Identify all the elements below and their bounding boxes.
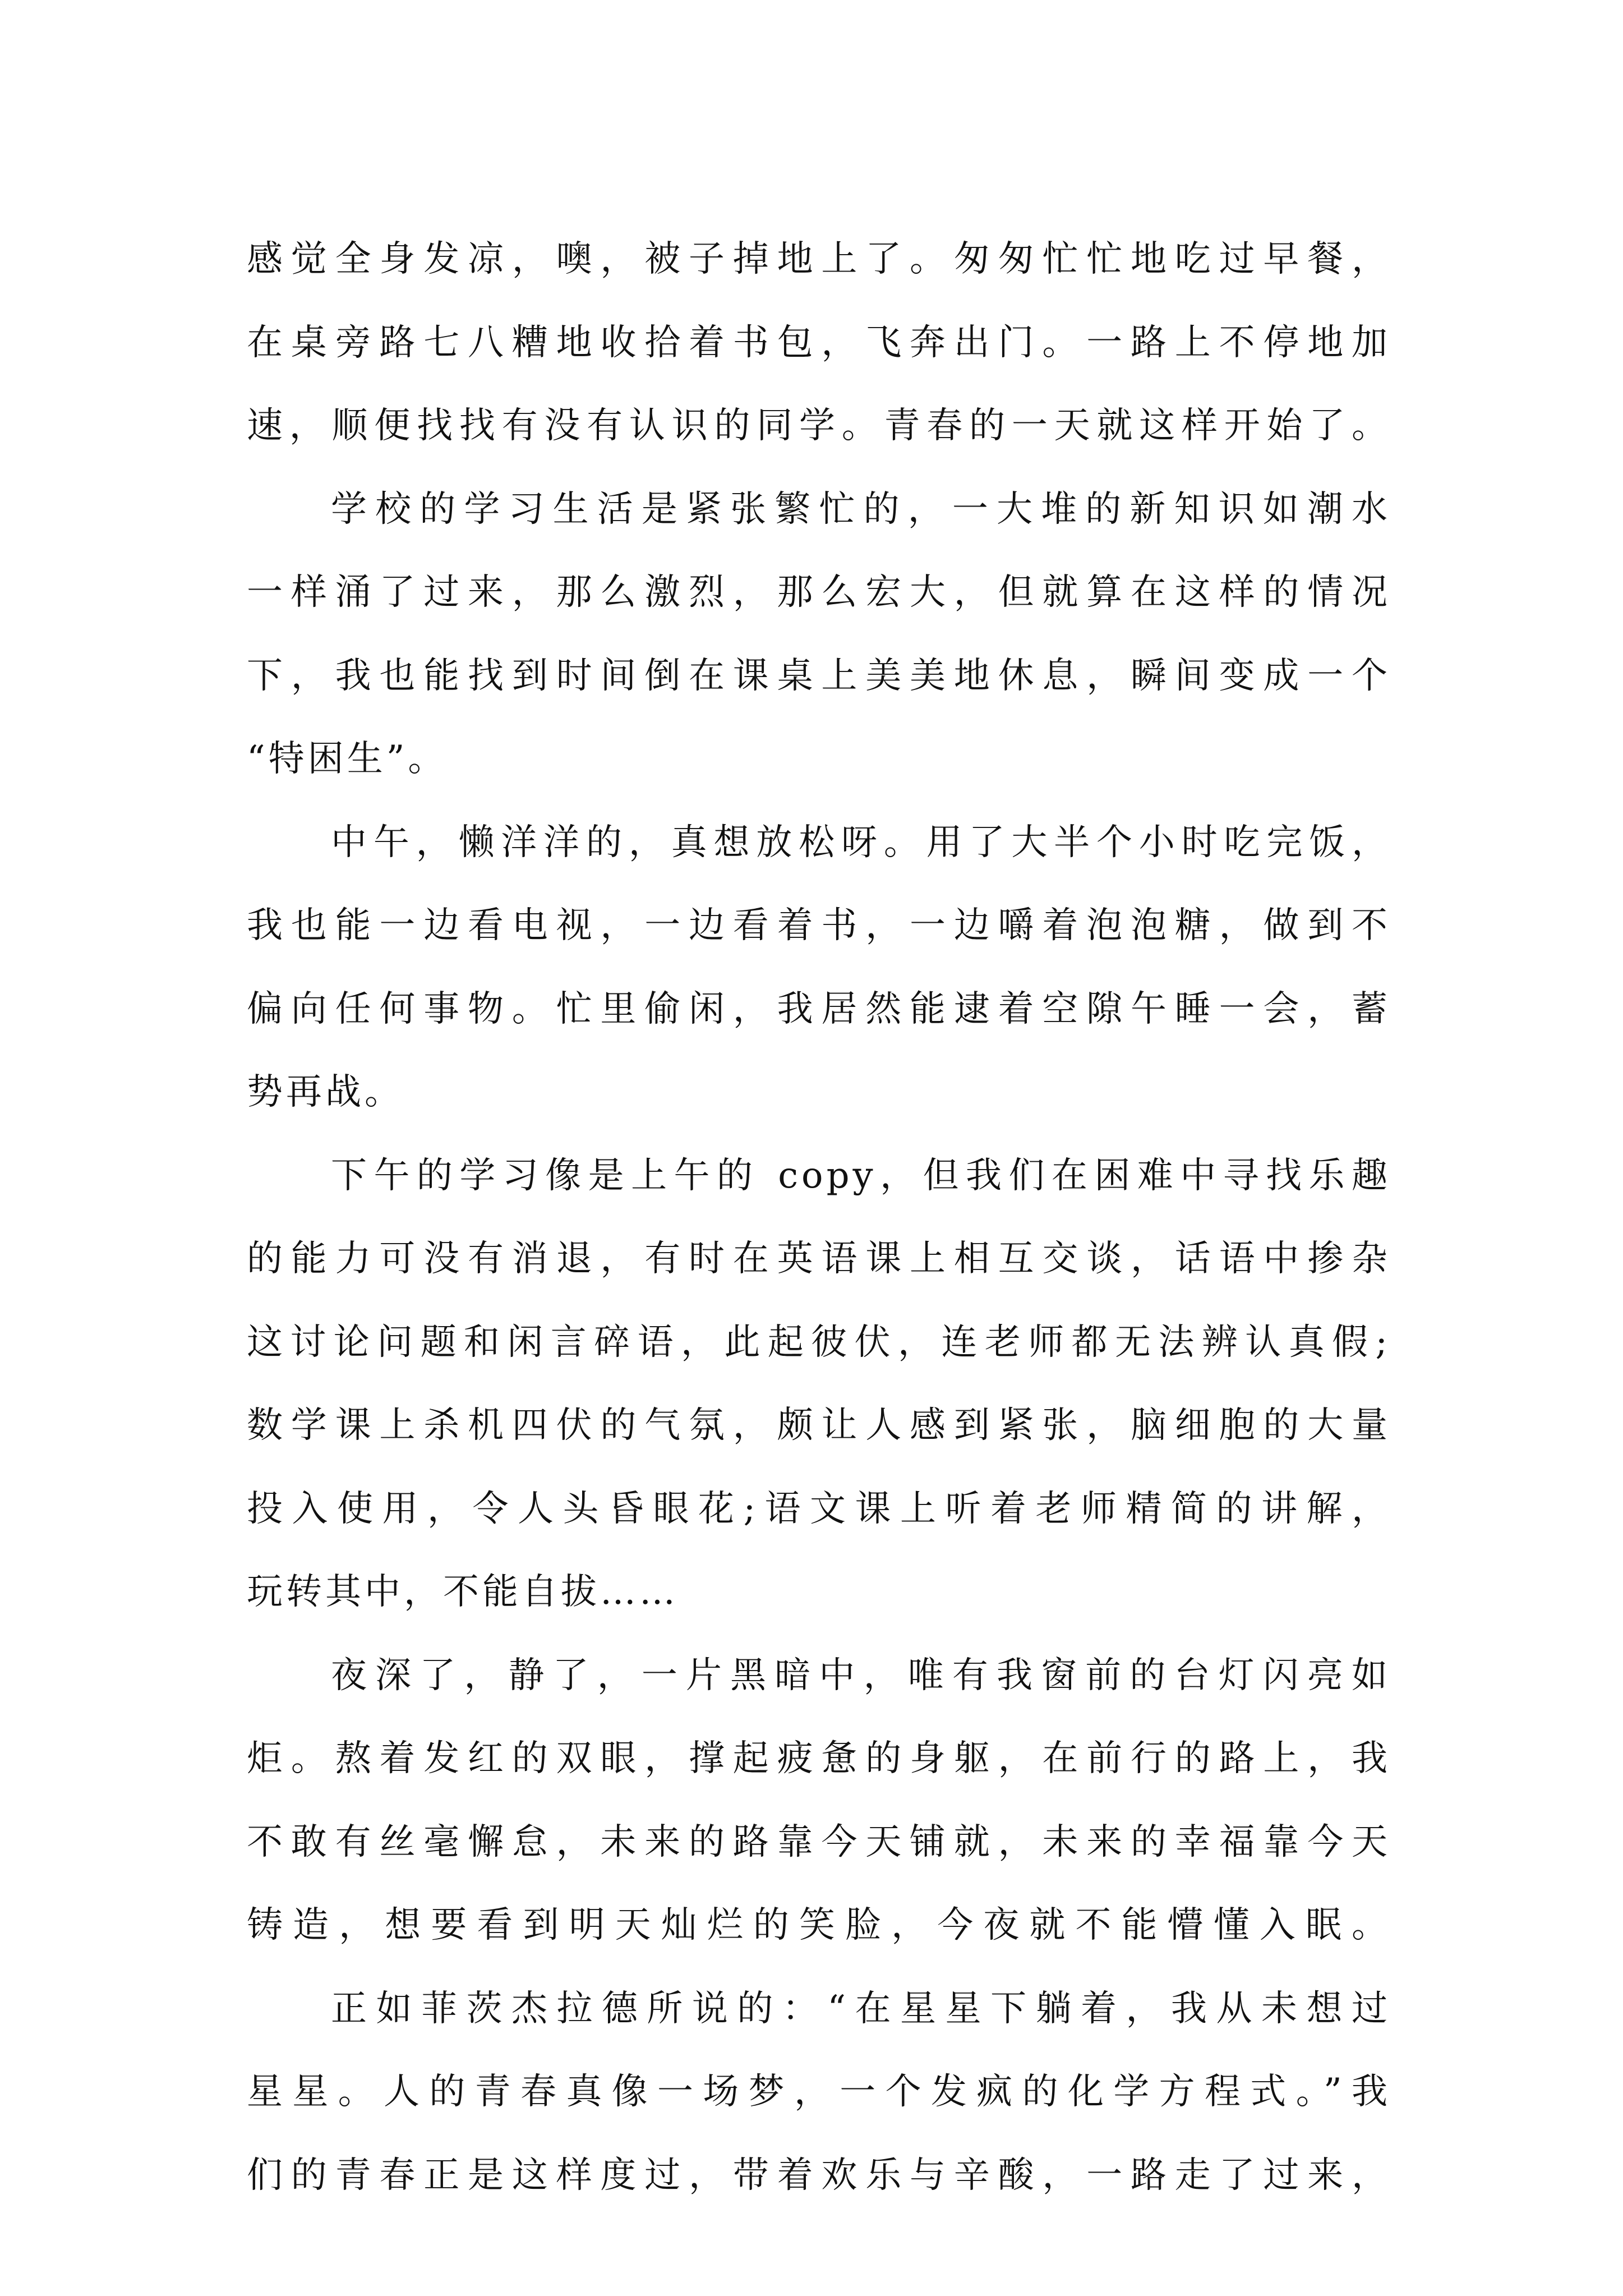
text-line: “特困生”。: [247, 738, 448, 780]
text-line: 学校的学习生活是紧张繁忙的，一大堆的新知识如潮水: [331, 488, 1391, 530]
text-line: 这讨论问题和闲言碎语，此起彼伏，连老师都无法辨认真假;: [247, 1321, 1391, 1363]
text-line: 们的青春正是这样度过，带着欢乐与辛酸，一路走了过来，: [247, 2154, 1391, 2196]
text-line: 偏向任何事物。忙里偷闲，我居然能逮着空隙午睡一会，蓄: [247, 988, 1391, 1030]
text-line: 速，顺便找找有没有认识的同学。青春的一天就这样开始了。: [247, 405, 1391, 447]
text-line: 下午的学习像是上午的 copy，但我们在困难中寻找乐趣: [331, 1154, 1391, 1197]
text-line: 下，我也能找到时间倒在课桌上美美地休息，瞬间变成一个: [247, 655, 1391, 697]
text-line: 数学课上杀机四伏的气氛，颇让人感到紧张，脑细胞的大量: [247, 1405, 1391, 1446]
text-line: 投入使用，令人头昏眼花;语文课上听着老师精简的讲解，: [247, 1488, 1391, 1530]
document-body: [247, 218, 1391, 2217]
text-line: 我也能一边看电视，一边看着书，一边嚼着泡泡糖，做到不: [247, 905, 1391, 946]
text-line: 不敢有丝毫懈怠，未来的路靠今天铺就，未来的幸福靠今天: [247, 1821, 1391, 1863]
text-line: 铸造，想要看到明天灿烂的笑脸，今夜就不能懵懂入眠。: [247, 1904, 1391, 1946]
text-line: 星星。人的青春真像一场梦，一个发疯的化学方程式。”我: [247, 2071, 1391, 2113]
text-line: 中午，懒洋洋的，真想放松呀。用了大半个小时吃完饭，: [331, 821, 1391, 863]
text-line: 炬。熬着发红的双眼，撑起疲惫的身躯，在前行的路上，我: [247, 1738, 1391, 1779]
text-line: 的能力可没有消退，有时在英语课上相互交谈，话语中掺杂: [247, 1238, 1391, 1280]
text-line: 感觉全身发凉，噢，被子掉地上了。匆匆忙忙地吃过早餐，: [247, 238, 1391, 280]
text-line: 夜深了，静了，一片黑暗中，唯有我窗前的台灯闪亮如: [331, 1654, 1391, 1696]
text-line: 玩转其中，不能自拔……: [247, 1571, 679, 1613]
text-line: 正如菲茨杰拉德所说的：“在星星下躺着，我从未想过: [331, 1987, 1391, 2030]
text-line: 一样涌了过来，那么激烈，那么宏大，但就算在这样的情况: [247, 572, 1391, 613]
text-line: 势再战。: [247, 1071, 404, 1113]
text-line: 在桌旁路七八糟地收拾着书包，飞奔出门。一路上不停地加: [247, 321, 1391, 364]
